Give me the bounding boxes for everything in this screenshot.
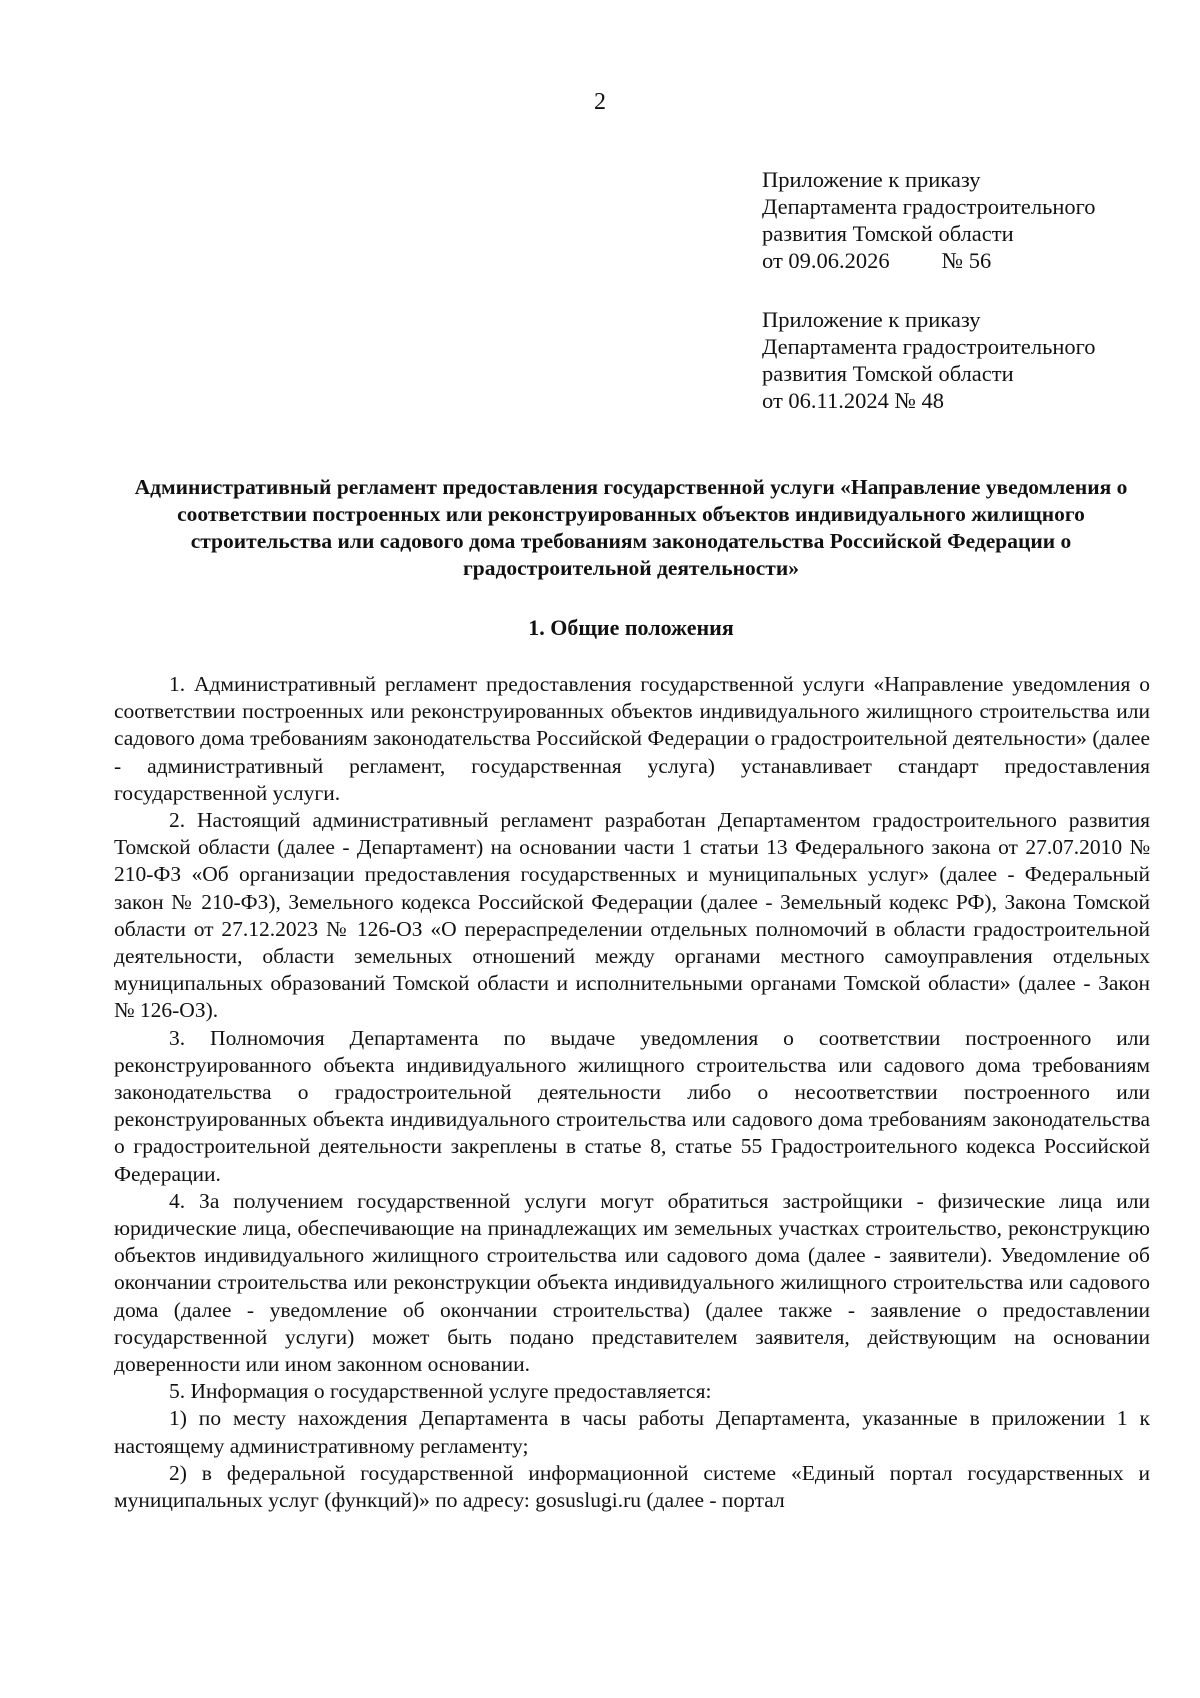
paragraph: 2. Настоящий административный регламент разработан Департаментом градостроительного развития Томской области (далее - Департамент) на основании части 1 статьи 13 Федерального закона от 27.07.2010 № 210-ФЗ «Об организации предоставления государственных и муниципальных услуг» (далее - Федеральный закон № 210-ФЗ), Земельного кодекса Российской Федерации (далее - Земельный кодекс РФ), Закона Томской области от 27.12.2023 № 126-ОЗ «О перераспределении отдельных полномочий в области градостроительной деятельности, области земельных отношений между органами местного самоуправления отдельных муниципальных образований Томской области и исполнительными органами Томской области» (далее - Закон № 126-ОЗ). bbox=[114, 808, 1150, 1023]
appendix-line: развития Томской области bbox=[762, 361, 1014, 386]
section-heading: 1. Общие положения bbox=[528, 615, 734, 640]
paragraph: 1) по месту нахождения Департамента в часы работы Департамента, указанные в приложении 1 к настоящему административному регламенту; bbox=[114, 1406, 1150, 1458]
appendix-line: развития Томской области bbox=[762, 221, 1014, 246]
paragraph: 1. Административный регламент предоставления государственной услуги «Направление уведомления о соответствии построенных или реконструированных объектов индивидуального жилищного строительства или садового дома требованиям законодательства Российской Федерации о градостроительной деятельности» (далее - административный регламент, государственная услуга) устанавливает стандарт предоставления государственной услуги. bbox=[114, 672, 1150, 805]
appendix-date: от 09.06.2026 bbox=[762, 248, 890, 273]
appendix-block-current bbox=[762, 166, 1162, 274]
appendix-line: Приложение к приказу bbox=[762, 307, 981, 332]
paragraph: 2) в федеральной государственной информационной системе «Единый портал государственных и муниципальных услуг (функций)» по адресу: gosuslugi.ru (далее - портал bbox=[114, 1460, 1150, 1513]
paragraph: 5. Информация о государственной услуге предоставляется: bbox=[169, 1379, 712, 1404]
appendix-line: Департамента градостроительного bbox=[762, 194, 1096, 219]
page-number: 2 bbox=[594, 89, 606, 115]
appendix-line: от 06.11.2024 № 48 bbox=[762, 388, 945, 413]
document-title: Административный регламент предоставления государственной услуги «Направление уведомления о соответствии построенных или реконструированных объектов индивидуального жилищного строительства или садового дома требованиям законодательства Российской Федерации о градостроительной деятельности» bbox=[134, 475, 1128, 580]
appendix-number: № 56 bbox=[941, 248, 992, 273]
appendix-block-original bbox=[762, 306, 1162, 414]
paragraph: 3. Полномочия Департамента по выдаче уведомления о соответствии построенного или реконструированного объекта индивидуального жилищного строительства или садового дома требованиям законодательства о градостроительной деятельности либо о несоответствии построенного или реконструированных объекта индивидуального строительства или садового дома требованиям законодательства о градостроительной деятельности закреплены в статье 8, статье 55 Градостроительного кодекса Российской Федерации. bbox=[114, 1025, 1150, 1186]
appendix-date-number-line bbox=[762, 247, 1162, 274]
appendix-line: Приложение к приказу bbox=[762, 167, 981, 192]
appendix-line: Департамента градостроительного bbox=[762, 334, 1096, 359]
paragraph: 4. За получением государственной услуги могут обратиться застройщики - физические лица или юридические лица, обеспечивающие на принадлежащих им земельных участках строительство, реконструкцию объектов индивидуального жилищного строительства или садового дома (далее - заявители). Уведомление об окончании строительства или реконструкции объекта индивидуального жилищного строительства или садового дома (далее - уведомление об окончании строительства) (далее также - заявление о предоставлении государственной услуги) может быть подано представителем заявителя, действующим на основании доверенности или ином законном основании. bbox=[114, 1188, 1150, 1377]
body-text bbox=[114, 671, 1150, 1514]
